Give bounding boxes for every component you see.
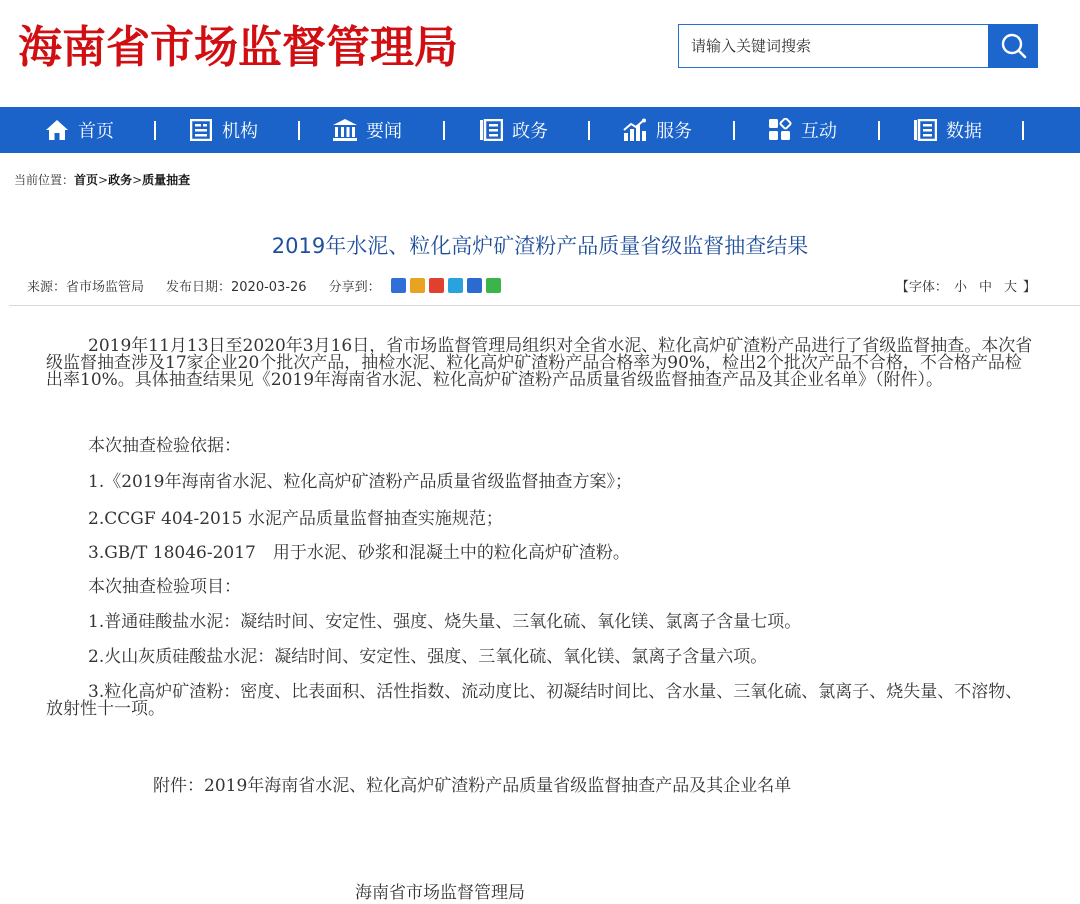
paragraph: 1.普通硅酸盐水泥：凝结时间、安定性、强度、烧失量、三氧化硫、氧化镁、氯离子含量七项。 <box>88 612 802 632</box>
font-size-end: 】 <box>1022 280 1036 295</box>
share-tencent-icon[interactable] <box>448 278 463 293</box>
nav-item-data[interactable] <box>912 107 982 153</box>
bank-icon <box>332 117 358 143</box>
share-qzone-icon[interactable] <box>410 278 425 293</box>
breadcrumb-separator: > <box>132 173 143 187</box>
paragraph: 2.火山灰质硅酸盐水泥：凝结时间、安定性、强度、三氧化硫、氧化镁、氯离子含量六项。 <box>88 647 768 667</box>
nav-label: 要闻 <box>366 121 402 142</box>
paragraph: 2.CCGF 404-2015 水泥产品质量监督抽查实施规范； <box>88 509 503 529</box>
breadcrumb-home[interactable]: 首页 <box>74 173 99 187</box>
paragraph: 本次抽查检验依据： <box>88 436 241 456</box>
paragraph: 本次抽查检验项目： <box>88 577 241 597</box>
nav-item-government[interactable] <box>478 107 548 153</box>
nav-divider <box>298 121 300 140</box>
article-date: 发布日期：2020-03-26 <box>166 280 307 295</box>
nav-label: 互动 <box>801 121 837 142</box>
nav-label: 机构 <box>222 121 258 142</box>
attachment-link[interactable]: 附件：2019年海南省水泥、粒化高炉矿渣粉产品质量省级监督抽查产品及其企业名单 <box>153 776 792 796</box>
breadcrumb-section[interactable]: 政务 <box>108 173 133 187</box>
nav-divider <box>154 121 156 140</box>
font-small-button[interactable]: 小 <box>953 280 967 295</box>
share-icons <box>391 278 505 293</box>
article-source: 来源：省市场监管局 <box>27 280 145 295</box>
data-icon <box>912 117 938 143</box>
divider <box>9 305 1080 306</box>
chart-icon <box>622 117 648 143</box>
breadcrumb <box>14 171 190 188</box>
nav-label: 服务 <box>656 121 692 142</box>
search-button[interactable] <box>988 24 1038 68</box>
signature: 海南省市场监督管理局 <box>355 883 525 903</box>
list-icon <box>478 117 504 143</box>
font-medium-button[interactable]: 中 <box>978 280 992 295</box>
nav-item-organization[interactable] <box>188 107 258 153</box>
breadcrumb-prefix: 当前位置： <box>14 173 75 187</box>
nav-divider <box>443 121 445 140</box>
share-label: 分享到： <box>328 280 381 295</box>
breadcrumb-separator: > <box>98 173 109 187</box>
share-plus-icon[interactable] <box>391 278 406 293</box>
share-weibo-icon[interactable] <box>429 278 444 293</box>
breadcrumb-current[interactable]: 质量抽查 <box>142 173 191 187</box>
nav-item-news[interactable] <box>332 107 402 153</box>
building-icon <box>188 117 214 143</box>
font-large-button[interactable]: 大 <box>1003 280 1017 295</box>
paragraph: 3.粒化高炉矿渣粉：密度、比表面积、活性指数、流动度比、初凝结时间比、含水量、三氧化硫、氯离子、烧失量、不溶物、放射性十一项。 <box>46 682 1023 719</box>
nav-label: 首页 <box>78 121 114 142</box>
search-icon <box>988 24 1038 68</box>
nav-divider <box>878 121 880 140</box>
article-meta <box>27 276 505 295</box>
font-size-control <box>896 276 1036 295</box>
nav-divider <box>1022 121 1024 140</box>
nav-item-services[interactable] <box>622 107 692 153</box>
share-wechat-icon[interactable] <box>486 278 501 293</box>
search-input[interactable] <box>679 25 988 67</box>
grid-icon <box>767 117 793 143</box>
paragraph: 3.GB/T 18046-2017 用于水泥、砂浆和混凝土中的粒化高炉矿渣粉。 <box>88 543 630 563</box>
font-size-label: 【字体： <box>895 280 948 295</box>
article-title: 2019年水泥、粒化高炉矿渣粉产品质量省级监督抽查结果 <box>271 234 809 258</box>
search-box[interactable] <box>678 24 988 68</box>
site-logo[interactable]: 海南省市场监督管理局 <box>18 22 458 73</box>
nav-label: 政务 <box>512 121 548 142</box>
nav-divider <box>588 121 590 140</box>
site-header <box>0 0 1080 107</box>
share-renren-icon[interactable] <box>467 278 482 293</box>
nav-divider <box>733 121 735 140</box>
paragraph: 1.《2019年海南省水泥、粒化高炉矿渣粉产品质量省级监督抽查方案》； <box>88 472 632 492</box>
nav-label: 数据 <box>946 121 982 142</box>
nav-item-home[interactable] <box>44 107 114 153</box>
paragraph: 2019年11月13日至2020年3月16日，省市场监督管理局组织对全省水泥、粒化高炉矿渣粉产品进行了省级监督抽查。本次省级监督抽查涉及17家企业20个批次产品，抽检水泥、粒化高炉矿渣粉产品合格率为90%，检出2个批次产品不合格，不合格产品检出率10%。具体抽查结果见《2019年海南省水泥、粒化高炉矿渣粉产品质量省级监督抽查产品及其企业名单》（附件）。 <box>46 336 1033 390</box>
nav-item-interaction[interactable] <box>767 107 837 153</box>
home-icon <box>44 117 70 143</box>
main-nav <box>0 107 1080 153</box>
